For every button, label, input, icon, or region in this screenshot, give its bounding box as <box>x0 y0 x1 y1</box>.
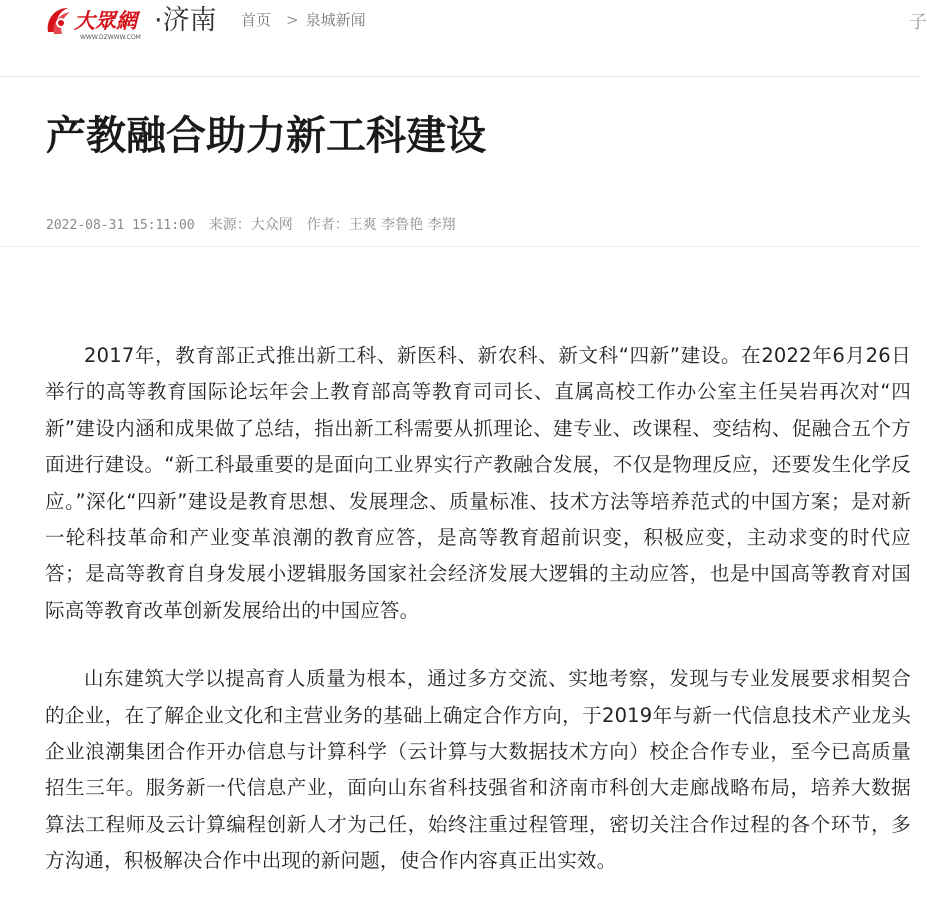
article-meta <box>46 215 470 236</box>
publish-time: 2022-08-31 15:11:00 <box>46 218 195 233</box>
dazhong-logo[interactable] <box>44 2 152 44</box>
header-edge-text: 子 <box>909 12 927 33</box>
channel-city[interactable]: ·济南 <box>154 5 217 36</box>
breadcrumb <box>241 10 366 30</box>
breadcrumb-home-link[interactable]: 首页 <box>241 11 272 29</box>
article-paragraph: 山东建筑大学以提高育人质量为根本，通过多方交流、实地考察，发现与专业发展要求相契合的企业，在了解企业文化和主营业务的基础上确定合作方向，于2019年与新一代信息技术产业龙头企业浪潮集团合作开办信息与计算科学（云计算与大数据技术方向）校企合作专业，至今已高质量招生三年。服务新一代信息产业，面向山东省科技强省和济南市科创大走廊战略布局，培养大数据算法工程师及云计算编程创新人才为己任，始终注重过程管理，密切关注合作过程的各个环节，多方沟通，积极解决合作中出现的新问题，使合作内容真正出实效。 <box>45 667 911 873</box>
article-source: 来源：大众网 <box>208 217 293 233</box>
article-paragraph: 2017年，教育部正式推出新工科、新医科、新农科、新文科“四新”建设。在2022年6月26日举行的高等教育国际论坛年会上教育部高等教育司司长、直属高校工作办公室主任吴岩再次对“四新”建设内涵和成果做了总结，指出新工科需要从抓理论、建专业、改课程、变结构、促融合五个方面进行建设。“新工科最重要的是面向工业界实行产教融合发展，不仅是物理反应，还要发生化学反应。”深化“四新”建设是教育思想、发展理念、质量标准、技术方法等培养范式的中国方案；是对新一轮科技革命和产业变革浪潮的教育应答，是高等教育超前识变，积极应变，主动求变的时代应答；是高等教育自身发展小逻辑服务国家社会经济发展大逻辑的主动应答，也是中国高等教育对国际高等教育改革创新发展给出的中国应答。 <box>45 344 911 622</box>
chevron-right-icon: > <box>286 11 299 29</box>
meta-divider <box>0 246 921 247</box>
site-header <box>0 0 927 77</box>
article-title: 产教融合助力新工科建设 <box>46 113 486 159</box>
article-body <box>45 338 911 912</box>
breadcrumb-quancheng-news-link[interactable]: 泉城新闻 <box>305 11 366 29</box>
article-author: 作者：王爽 李鲁艳 李翔 <box>306 217 456 233</box>
logo-text: 大眾網 <box>74 8 137 33</box>
logo-url-text: WWW.DZWWW.COM <box>80 34 141 41</box>
logo-mark-icon <box>44 2 152 44</box>
